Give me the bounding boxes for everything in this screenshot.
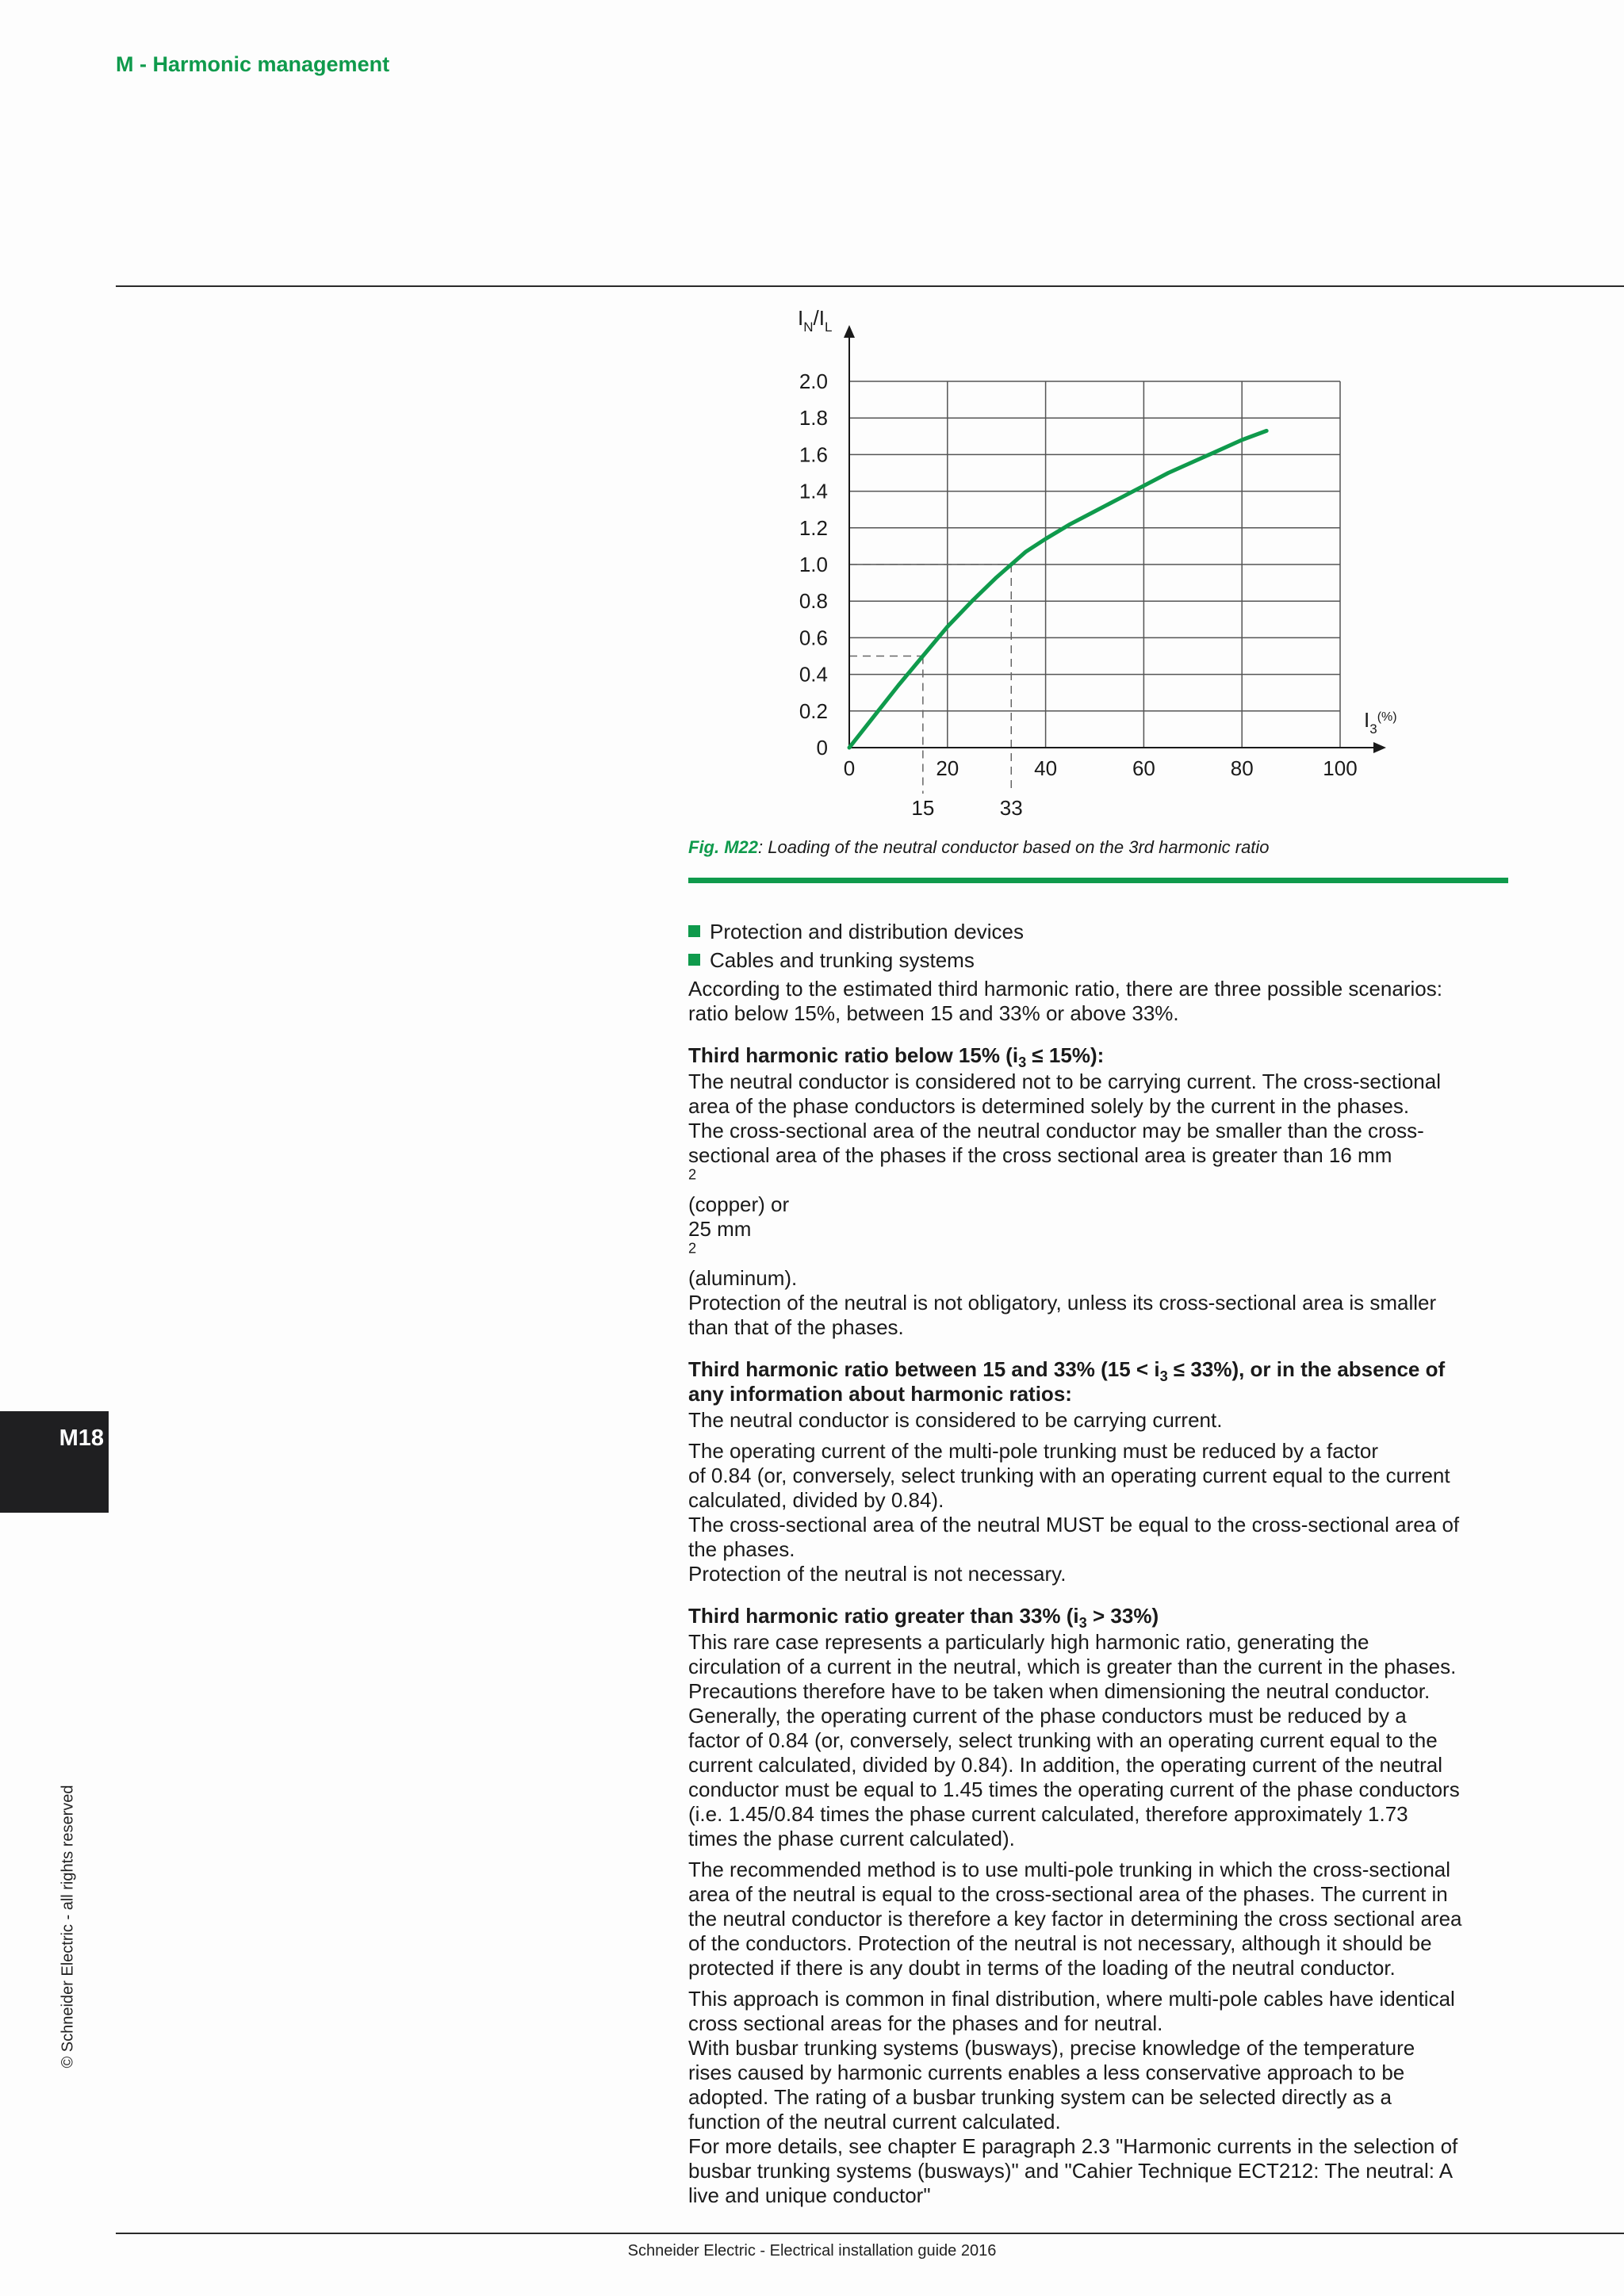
- y-tick-label: 1.8: [799, 406, 828, 430]
- section-title: M - Harmonic management: [116, 52, 390, 76]
- marker-tick-label: 33: [999, 796, 1023, 820]
- y-tick-label: 1.4: [799, 479, 828, 503]
- x-tick-label: 20: [936, 756, 959, 780]
- bullet-item: Cables and trunking systems: [688, 948, 1529, 973]
- x-tick-label: 60: [1132, 756, 1155, 780]
- y-axis-label: $I_N/I_L$: [798, 306, 833, 335]
- x-axis-arrow: [1373, 742, 1386, 753]
- reference-lines: [849, 564, 1011, 794]
- y-tick-label: 1.6: [799, 442, 828, 467]
- marker-tick-label: 15: [911, 796, 935, 820]
- copyright-notice: © Schneider Electric - all rights reserved: [59, 1785, 77, 2068]
- y-axis-label-sub: N: [803, 320, 814, 335]
- x-tick-label: 40: [1034, 756, 1058, 780]
- section-15-to-33-text: The operating current of the multi-pole trunking must be reduced by a factor of 0.84 (or, conversely, select trunking with an operating current equal to the current calculated, divided by 0.84). The cross-sectional area of the neutral MUST be equal to the cross-sectional area of the phases. Protection of the neutral is not necessary.: [688, 1439, 1460, 1586]
- y-tick-label: 0.4: [799, 662, 828, 687]
- neutral-load-curve: [849, 430, 1266, 748]
- y-tick-label: 0.8: [799, 589, 828, 614]
- figure-caption-text: : Loading of the neutral conductor based on the 3rd harmonic ratio: [758, 837, 1270, 857]
- bullet-square-icon: [688, 925, 700, 937]
- intro-paragraph: According to the estimated third harmonic ratio, there are three possible scenarios: ratio below 15%, between 15 and 33% or above 33%.: [688, 977, 1442, 1025]
- chart-axes: [844, 325, 1386, 753]
- section-above-33-paragraph-3: This approach is common in final distribution, where multi-pole cables have identical cross sectional areas for the phases and for neutral. With busbar trunking systems (busways), precise knowledge of the temperature rises caused by harmonic currents enables a less conservative approach to be adopted. The rating of a busbar trunking system can be selected directly as a function of the neutral current calculated. For more details, see chapter E paragraph 2.3 "Harmonic currents in the selection of busbar trunking systems (busways)" and "Cahier Technique ECT212: The neutral: A live and unique conductor": [688, 1987, 1458, 2207]
- bullet-item: Protection and distribution devices: [688, 920, 1529, 944]
- section-below-15-text: The neutral conductor is considered not to be carrying current. The cross-sectional area of the phase conductors is determined solely by the current in the phases. The cross-sectional area of the neutral conductor may be smaller than the cross- sectional area of the phases if the cross sectional area is greater than 16 mm $^2$ (copper) or 25 mm $^2$ (aluminum). Protection of the neutral is not obligatory, unless its cross-sectional area is smaller than that of the phases.: [688, 1070, 1441, 1339]
- x-tick-label: 80: [1230, 756, 1254, 780]
- caption-divider: [688, 878, 1508, 883]
- x-tick-labels: [844, 756, 1358, 780]
- y-tick-label: 1.0: [799, 553, 828, 576]
- footer-divider: [116, 2233, 1624, 2234]
- footer-text: Schneider Electric - Electrical installation guide 2016: [627, 2242, 997, 2260]
- y-tick-label: 0.6: [799, 626, 828, 650]
- body-text: [688, 920, 1529, 2214]
- y-tick-label: 2.0: [799, 369, 828, 393]
- figure-caption: [688, 837, 1270, 858]
- y-tick-labels: [799, 369, 828, 760]
- neutral-loading-chart: [761, 301, 1435, 825]
- y-tick-label: 0.2: [799, 698, 828, 723]
- y-tick-label: 1.2: [799, 515, 828, 540]
- section-above-33-paragraph-1: This rare case represents a particularly high harmonic ratio, generating the circulation of a current in the neutral, which is greater than the current in the phases. Precautions therefore have to be taken when dimensioning the neutral conductor. Generally, the operating current of the phase conductors must be reduced by a factor of 0.84 (or, conversely, select trunking with an operating current equal to the current calculated, divided by 0.84). In addition, the operating current of the neutral conductor must be equal to 1.45 times the operating current of the phase conductors (i.e. 1.45/0.84 times the phase current calculated, therefore approximately 1.73 times the phase current calculated).: [688, 1630, 1460, 1850]
- section-above-33-paragraph-2: The recommended method is to use multi-pole trunking in which the cross-sectional area of the neutral is equal to the cross-sectional area of the phases. The current in the neutral conductor is therefore a key factor in determining the cross sectional area of the conductors. Protection of the neutral is not necessary, although it should be protected if there is any doubt in terms of the loading of the neutral conductor.: [688, 1858, 1462, 1980]
- page-number-tab: M18: [0, 1411, 109, 1513]
- figure-label: Fig. M22: [688, 837, 759, 857]
- bullet-square-icon: [688, 954, 700, 966]
- header-divider: [116, 285, 1624, 287]
- section-heading-below-15: Third harmonic ratio below 15% $(i_3 \le 15\%)$:: [688, 1043, 1105, 1071]
- section-15-to-33-intro: The neutral conductor is considered to be carrying current.: [688, 1408, 1223, 1432]
- section-heading-above-33: Third harmonic ratio greater than 33% $(i_3 > 33\%)$: [688, 1604, 1159, 1632]
- y-axis-arrow: [844, 325, 855, 338]
- y-tick-label: 0: [816, 736, 828, 760]
- x-tick-label: 100: [1323, 756, 1358, 780]
- x-axis-label: $I_3^{(\%)}$: [1364, 708, 1397, 737]
- data-series: [849, 430, 1266, 748]
- section-heading-15-to-33: Third harmonic ratio between 15 and 33% $(15 < i_3 \le 33\%)$, or in the absence of any information about harmonic ratios:: [688, 1357, 1446, 1406]
- marker-tick-labels: [911, 796, 1022, 820]
- x-tick-label: 0: [843, 756, 856, 780]
